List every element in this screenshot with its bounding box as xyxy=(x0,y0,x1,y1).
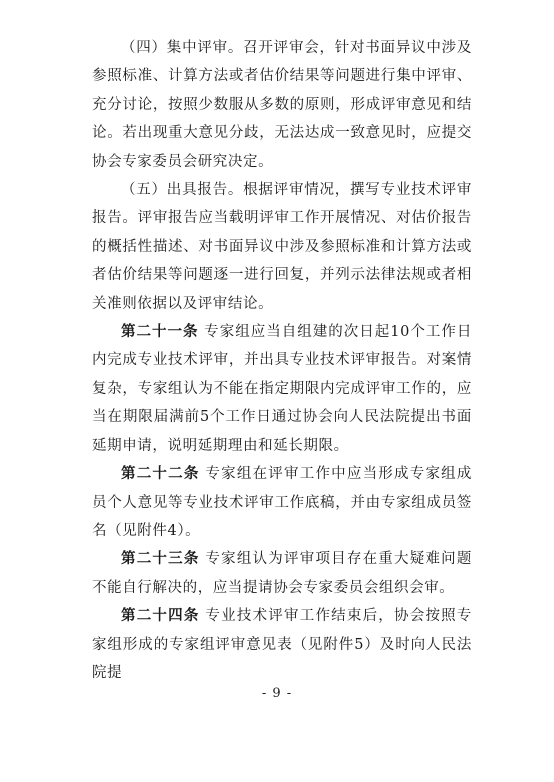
article-heading: 第二十二条 xyxy=(121,465,200,483)
article-heading: 第二十三条 xyxy=(121,550,200,568)
article-heading: 第二十四条 xyxy=(121,607,200,625)
article-21 xyxy=(92,318,472,460)
article-text: 专家组在评审工作中应当形成专家组成员个人意见等专业技术评审工作底稿，并由专家组成员签名（见附件4）。 xyxy=(92,466,472,539)
paragraph-text: （五）出具报告。根据评审情况，撰写专业技术评审报告。评审报告应当载明评审工作开展情况、对估价报告的概括性描述、对书面异议中涉及参照标准和计算方法或者估价结果等问题逐一进行回复，并列示法律法规或者相关准则依据以及评审结论。 xyxy=(92,182,472,312)
article-text: 专业技术评审工作结束后，协会按照专家组形成的专家组评审意见表（见附件5）及时向人民法院提 xyxy=(92,608,472,681)
article-text: 专家组应当自组建的次日起10个工作日内完成专业技术评审，并出具专业技术评审报告。对案情复杂，专家组认为不能在指定期限内完成评审工作的，应当在期限届满前5个工作日通过协会向人民法院提出书面延期申请，说明延期理由和延长期限。 xyxy=(92,324,472,454)
paragraph-text: （四）集中评审。召开评审会，针对书面异议中涉及参照标准、计算方法或者估价结果等问题进行集中评审、充分讨论，按照少数服从多数的原则，形成评审意见和结论。若出现重大意见分歧，无法达成一致意见时，应提交协会专家委员会研究决定。 xyxy=(92,40,472,170)
article-22 xyxy=(92,460,472,545)
article-heading: 第二十一条 xyxy=(121,323,199,341)
article-23 xyxy=(92,545,472,602)
paragraph-item-4 xyxy=(92,34,472,176)
page-number: - 9 - xyxy=(261,686,293,701)
paragraph-item-5 xyxy=(92,176,472,318)
article-24 xyxy=(92,602,472,687)
article-text: 专家组认为评审项目存在重大疑难问题不能自行解决的，应当提请协会专家委员会组织会审。 xyxy=(92,551,472,596)
document-body xyxy=(92,34,472,687)
